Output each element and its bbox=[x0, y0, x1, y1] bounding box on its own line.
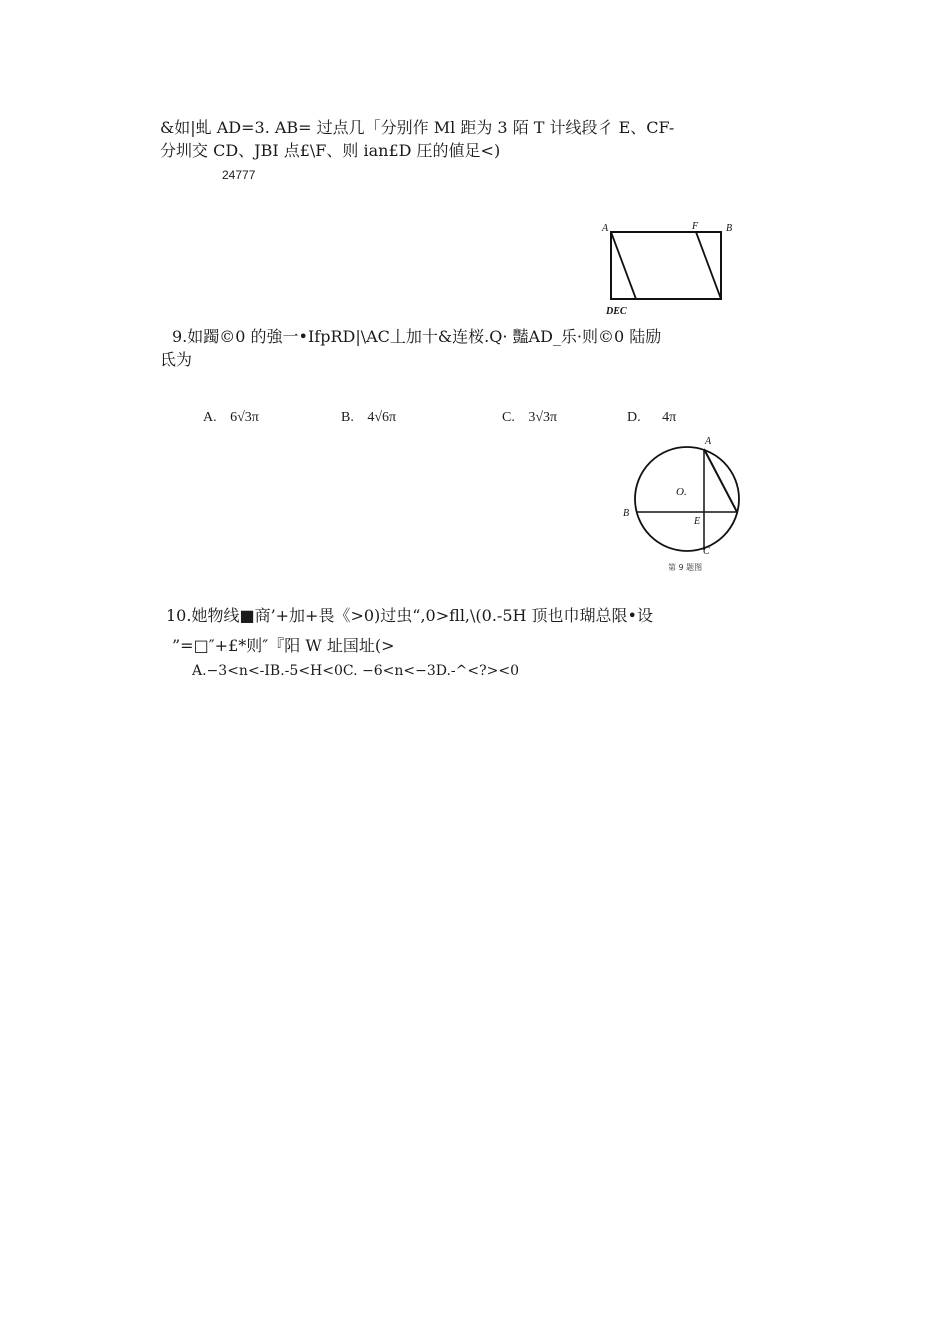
q9-option-c-letter: C. bbox=[502, 410, 515, 425]
q9-circle-figure bbox=[618, 428, 753, 576]
label-a: A bbox=[705, 436, 712, 447]
figure-caption: 第 9 题图 bbox=[668, 563, 703, 572]
label-f: F bbox=[692, 221, 699, 232]
label-b: B bbox=[623, 508, 630, 519]
rectangle-abcd bbox=[611, 232, 721, 299]
label-b: B bbox=[726, 223, 733, 234]
q9-text-line-2: 氐为 bbox=[160, 350, 193, 369]
segment-fc bbox=[696, 232, 721, 299]
q9-option-b bbox=[341, 410, 396, 426]
q8-code: 24777 bbox=[222, 168, 256, 182]
q9-option-b-letter: B. bbox=[341, 410, 354, 425]
q10-text-line-2: ”=□″+£*则″『阳 W 址国址(> bbox=[172, 636, 395, 655]
label-dec: DEC bbox=[606, 306, 627, 316]
q9-option-c bbox=[502, 410, 557, 426]
q9-option-a-value: 6√3π bbox=[230, 410, 259, 425]
q8-text-line-1: &如|虬 AD=3. AB= 过点几「分别作 Ml 距为 3 陌 T 计线段彳 E、CF- bbox=[160, 118, 675, 137]
label-c: C bbox=[703, 546, 710, 557]
q9-option-b-value: 4√6π bbox=[367, 410, 397, 425]
q9-option-d-letter: D. bbox=[627, 410, 641, 425]
q9-option-d bbox=[627, 410, 676, 426]
label-e: E bbox=[694, 516, 701, 527]
q10-text-line-1: 10.她物线■商’+加+畏《>0)过虫“,0>fll,\(0.-5H 顶也巾瑚总限•设 bbox=[166, 606, 653, 625]
circle-o bbox=[635, 447, 739, 551]
q9-option-a-letter: A. bbox=[203, 410, 217, 425]
q9-option-c-value: 3√3π bbox=[528, 410, 558, 425]
label-a: A bbox=[602, 223, 609, 234]
q9-option-d-value: 4π bbox=[662, 410, 677, 425]
q10-options: A.−3<n<-IB.-5<H<0C. −6<n<−3D.-^<?><0 bbox=[192, 663, 519, 679]
q9-text-line-1: 9.如躅©0 的強一•IfpRD|\AC丄加十&连桜.Q· 豔AD_乐·则©0 陆励 bbox=[172, 327, 662, 346]
segment-ae bbox=[611, 232, 636, 299]
q8-text-line-2: 分圳交 CD、JBI 点£\F、则 ian£D 圧的値足<) bbox=[160, 141, 501, 160]
label-o: O. bbox=[676, 486, 687, 498]
q9-option-a bbox=[203, 410, 259, 426]
q8-rectangle-figure bbox=[596, 216, 746, 316]
